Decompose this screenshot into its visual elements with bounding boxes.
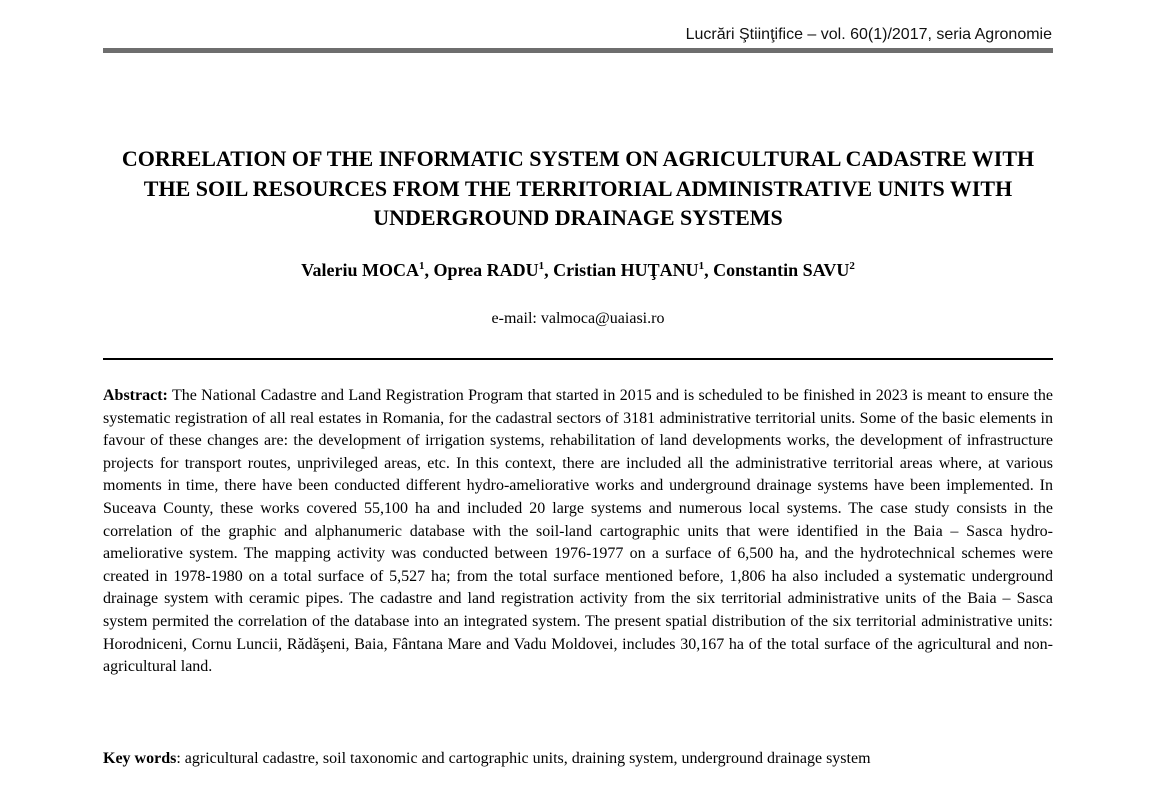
- keywords-text: : agricultural cadastre, soil taxonomic and cartographic units, draining system, underground drainage system: [176, 750, 871, 767]
- abstract-text: The National Cadastre and Land Registration Program that started in 2015 and is scheduled to be finished in 2023 is meant to ensure the systematic registration of all real estates in Romania, for the cadastral sectors of 3181 administrative territorial units. Some of the basic elements in favour of these changes are: the development of irrigation systems, rehabilitation of land developments works, the development of infrastructure projects for transport routes, unprivileged areas, etc. In this context, there are included all the administrative territorial areas where, at various moments in time, there have been conducted different hydro-ameliorative works and underground drainage systems have been implemented. In Suceava County, these works covered 55,100 ha and included 20 large systems and numerous local systems. The case study consists in the correlation of the graphic and alphanumeric database with the soil-land cartographic units that were identified in the Baia – Sasca hydro-ameliorative system. The mapping activity was conducted between 1976-1977 on a surface of 6,500 ha, and the hydrotechnical schemes were created in 1978-1980 on a total surface of 5,527 ha; from the total surface mentioned before, 1,806 ha also included a systematic underground drainage system with ceramic pipes. The cadastre and land registration activity from the six territorial administrative units of the Baia – Sasca system permited the correlation of the database into an integrated system. The present spatial distribution of the six territorial administrative units: Horodniceni, Cornu Luncii, Rădăşeni, Baia, Fântana Mare and Vadu Moldovei, includes 30,167 ha of the total surface of the agricultural and non-agricultural land.: [103, 387, 1053, 676]
- author-name: Constantin SAVU: [713, 260, 850, 280]
- author-affiliation: 2: [849, 260, 855, 272]
- author-name: Oprea RADU: [433, 260, 539, 280]
- section-rule: [103, 358, 1053, 360]
- abstract-paragraph: [103, 385, 1053, 679]
- running-head: Lucrări Ştiinţifice – vol. 60(1)/2017, seria Agronomie: [685, 26, 1052, 43]
- keywords-paragraph: [103, 748, 1053, 770]
- paper-title: CORRELATION OF THE INFORMATIC SYSTEM ON AGRICULTURAL CADASTRE WITH THE SOIL RESOURCES FROM THE TERRITORIAL ADMINISTRATIVE UNITS WITH UNDERGROUND DRAINAGE SYSTEMS: [121, 146, 1035, 230]
- abstract-label: Abstract:: [103, 387, 168, 404]
- author-affiliation: 1: [698, 260, 705, 272]
- author-separator: ,: [544, 260, 554, 280]
- author-affiliation: 1: [418, 260, 425, 272]
- author-name: Cristian HUŢANU: [553, 260, 699, 280]
- author-separator: ,: [704, 260, 714, 280]
- author-affiliation: 1: [538, 260, 545, 272]
- contact-email: e-mail: valmoca@uaiasi.ro: [491, 310, 665, 327]
- author-name: Valeriu MOCA: [301, 260, 419, 280]
- author-list: [103, 260, 1053, 281]
- header-rule: [103, 48, 1053, 53]
- author-separator: ,: [424, 260, 434, 280]
- keywords-label: Key words: [103, 750, 177, 767]
